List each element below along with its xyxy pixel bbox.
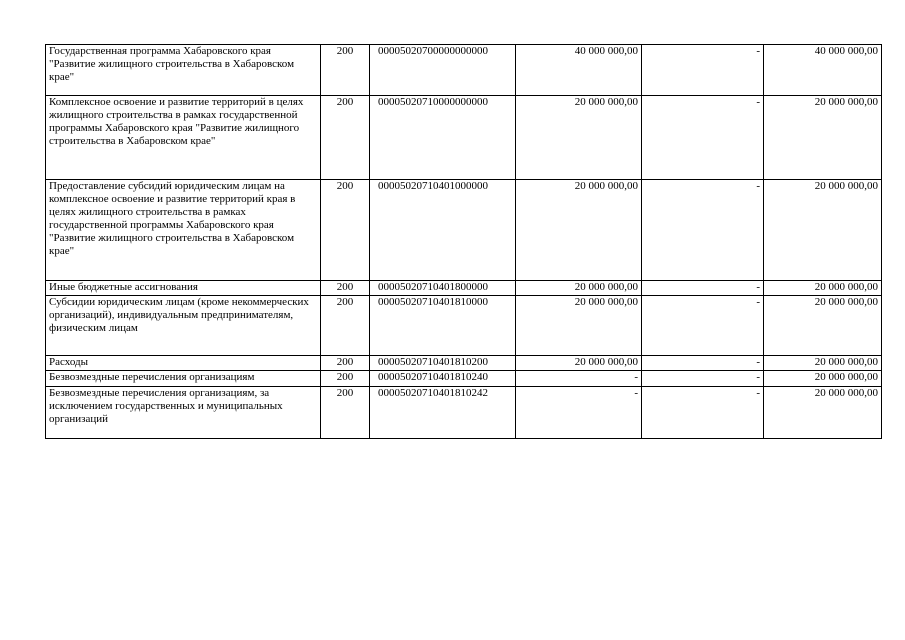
row-amount-2: - (642, 281, 764, 296)
row-amount-2: - (642, 96, 764, 180)
row-amount-1: 20 000 000,00 (516, 180, 642, 281)
row-amount-1: 20 000 000,00 (516, 281, 642, 296)
row-amount-3: 20 000 000,00 (764, 371, 882, 387)
row-name: Государственная программа Хабаровского края "Развитие жилищного строительства в Хабаровском крае" (46, 45, 321, 96)
row-name: Предоставление субсидий юридическим лицам на комплексное освоение и развитие территорий края в целях жилищного строительства в рамках государственной программы Хабаровского края "Развитие жилищного строительства в Хабаровском крае" (46, 180, 321, 281)
row-amount-3: 20 000 000,00 (764, 96, 882, 180)
row-amount-3: 20 000 000,00 (764, 281, 882, 296)
row-amount-1: 20 000 000,00 (516, 96, 642, 180)
row-code: 200 (321, 180, 370, 281)
row-amount-2: - (642, 180, 764, 281)
row-csr: 00005020710401810240 (370, 371, 516, 387)
row-amount-1: 40 000 000,00 (516, 45, 642, 96)
row-amount-3: 20 000 000,00 (764, 296, 882, 356)
row-name: Безвозмездные перечисления организациям (46, 371, 321, 387)
row-csr: 00005020710401810200 (370, 356, 516, 371)
table-row (46, 356, 882, 371)
row-name: Расходы (46, 356, 321, 371)
row-code: 200 (321, 281, 370, 296)
row-csr: 00005020710401810000 (370, 296, 516, 356)
row-amount-2: - (642, 296, 764, 356)
row-amount-1: - (516, 387, 642, 439)
row-code: 200 (321, 45, 370, 96)
row-csr: 00005020710401000000 (370, 180, 516, 281)
table-row (46, 296, 882, 356)
row-amount-3: 20 000 000,00 (764, 180, 882, 281)
row-csr: 00005020710000000000 (370, 96, 516, 180)
row-amount-3: 20 000 000,00 (764, 356, 882, 371)
row-code: 200 (321, 387, 370, 439)
row-csr: 00005020700000000000 (370, 45, 516, 96)
row-amount-2: - (642, 45, 764, 96)
row-amount-2: - (642, 387, 764, 439)
budget-table (45, 44, 882, 439)
table-row (46, 387, 882, 439)
row-amount-3: 20 000 000,00 (764, 387, 882, 439)
row-amount-1: - (516, 371, 642, 387)
row-code: 200 (321, 96, 370, 180)
row-amount-1: 20 000 000,00 (516, 296, 642, 356)
row-csr: 00005020710401810242 (370, 387, 516, 439)
row-name: Иные бюджетные ассигнования (46, 281, 321, 296)
row-code: 200 (321, 371, 370, 387)
table-row (46, 45, 882, 96)
row-amount-2: - (642, 356, 764, 371)
table-row (46, 371, 882, 387)
row-amount-1: 20 000 000,00 (516, 356, 642, 371)
row-name: Субсидии юридическим лицам (кроме некоммерческих организаций), индивидуальным предпринимателям, физическим лицам (46, 296, 321, 356)
row-code: 200 (321, 356, 370, 371)
row-amount-3: 40 000 000,00 (764, 45, 882, 96)
row-name: Безвозмездные перечисления организациям, за исключением государственных и муниципальных организаций (46, 387, 321, 439)
row-code: 200 (321, 296, 370, 356)
row-amount-2: - (642, 371, 764, 387)
row-name: Комплексное освоение и развитие территорий в целях жилищного строительства в рамках государственной программы Хабаровского края "Развитие жилищного строительства в Хабаровском крае" (46, 96, 321, 180)
table-row (46, 96, 882, 180)
table-row (46, 180, 882, 281)
table-row (46, 281, 882, 296)
row-csr: 00005020710401800000 (370, 281, 516, 296)
